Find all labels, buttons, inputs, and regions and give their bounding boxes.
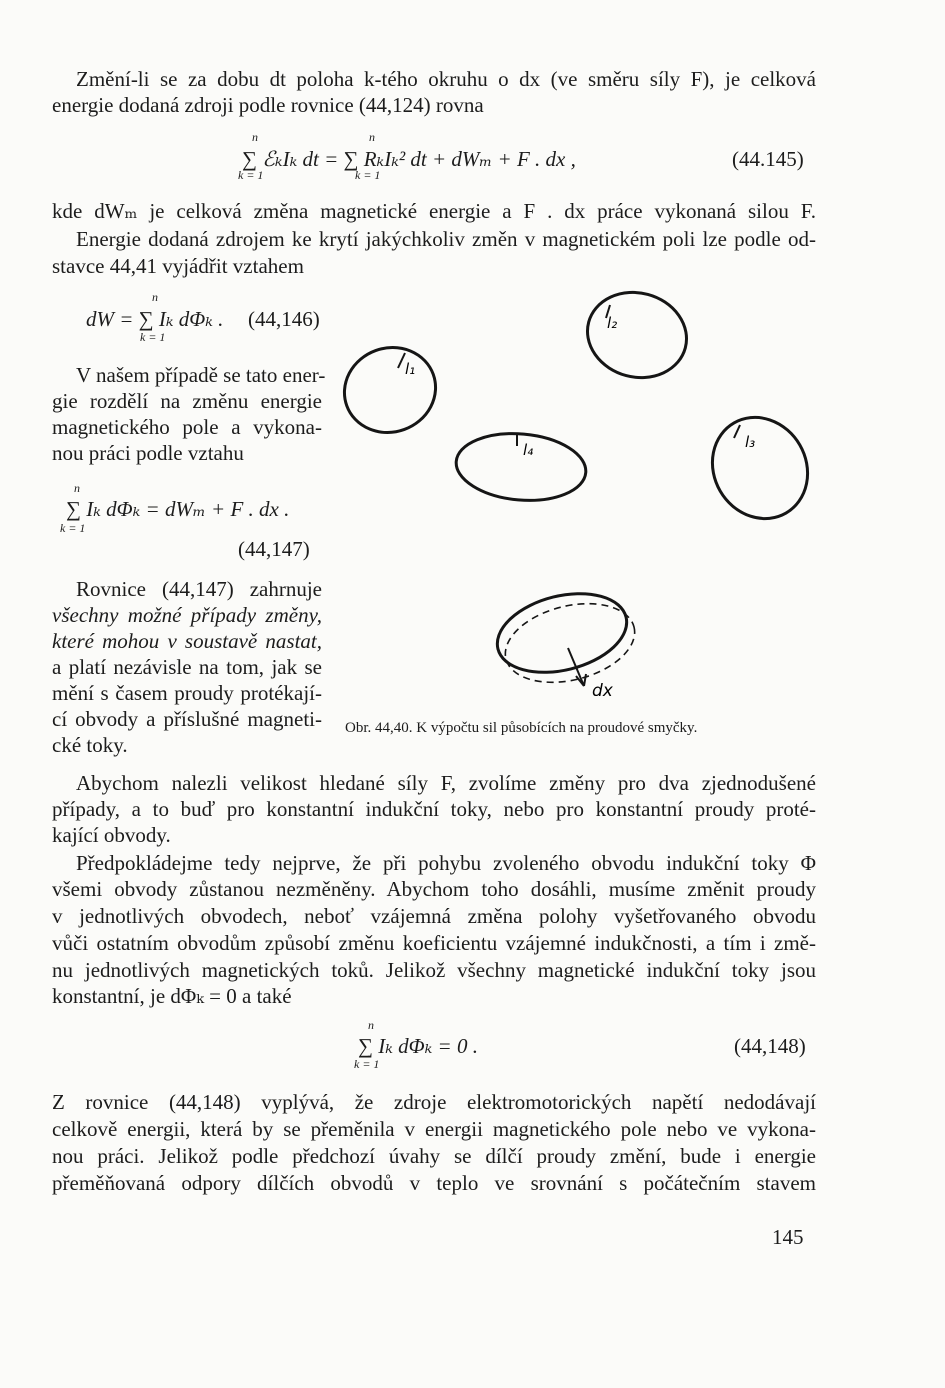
para6-line-4: vůči ostatním obvodům způsobí změnu koeficientu vzájemné indukčnosti, a tím i změ-: [52, 931, 816, 955]
eq145-sum-bottom: k = 1: [238, 168, 264, 182]
para3-line-2: gie rozdělí na změnu energie: [52, 389, 322, 413]
eq145-sum-top-2: n: [369, 130, 375, 144]
label-l3: l₃: [745, 433, 756, 451]
para4-line-5: mění s časem proudy protékají-: [52, 681, 322, 705]
para7-line-2: celkově energii, která by se přeměnila v energii magnetického pole nebo ve vykona-: [52, 1117, 816, 1141]
para3-line-1: V našem případě se tato ener-: [76, 363, 326, 387]
para1-line-1: Změní-li se za dobu dt poloha k-tého okruhu o dx (ve směru síly F), je celková: [76, 67, 816, 91]
para4-line-2: všechny možné případy změny,: [52, 603, 322, 627]
para4-line-1: Rovnice (44,147) zahrnuje: [76, 577, 322, 601]
loop-l4: [453, 428, 588, 505]
label-dx: dx: [592, 681, 613, 701]
para4-line-6: cí obvody a příslušné magneti-: [52, 707, 322, 731]
loop-l2: [578, 281, 696, 388]
label-l1: l₁: [405, 360, 416, 378]
eq145-number: (44.145): [732, 147, 804, 171]
page-number: 145: [772, 1225, 804, 1249]
para6-line-2: všemi obvody zůstanou nezměněny. Abychom toho dosáhli, musíme změnit proudy: [52, 877, 816, 901]
loop-moving-solid: [489, 581, 635, 685]
eq147-sum-top: n: [74, 481, 80, 495]
loop-l3: [694, 400, 826, 536]
label-l4: l₄: [523, 441, 534, 459]
eq147-sum-bottom: k = 1: [60, 521, 86, 535]
para3-line-3: magnetického pole a vykona-: [52, 415, 322, 439]
eq146-number: (44,146): [248, 307, 320, 331]
para5-line-2: případy, a to buď pro konstantní indukční toky, nebo pro konstantní proudy proté-: [52, 797, 816, 821]
para7-line-3: nou práci. Jelikož podle předchozí úvahy se dílčí proudy změní, bude i energie: [52, 1144, 816, 1168]
para4-line-7: cké toky.: [52, 733, 128, 757]
para6-line-6: konstantní, je dΦₖ = 0 a také: [52, 984, 292, 1008]
para4-line-4: a platí nezávisle na tom, jak se: [52, 655, 322, 679]
para2-line-2: stavce 44,41 vyjádřit vztahem: [52, 254, 304, 278]
eq147-number: (44,147): [238, 537, 310, 561]
eq148-sum-top: n: [368, 1018, 374, 1032]
para3-line-4: nou práci podle vztahu: [52, 441, 244, 465]
eq148-sum-bottom: k = 1: [354, 1057, 380, 1071]
para6-line-1: Předpokládejme tedy nejprve, že při pohybu zvoleného obvodu indukční toky Φ: [76, 851, 816, 875]
para1-line-2: energie dodaná zdroji podle rovnice (44,124) rovna: [52, 93, 484, 117]
eq146-expression: dW = ∑ Iₖ dΦₖ .: [86, 307, 224, 331]
eq145-sum-bottom-2: k = 1: [355, 168, 381, 182]
eq145-sum-top: n: [252, 130, 258, 144]
para6-line-3: v jednotlivých obvodech, neboť vzájemná změna polohy vyšetřovaného obvodu: [52, 904, 816, 928]
eq147-expression: ∑ Iₖ dΦₖ = dWₘ + F . dx .: [66, 497, 290, 521]
dx-arrow-head-2: [584, 674, 586, 686]
para5-line-3: kající obvody.: [52, 823, 171, 847]
line-kde: kde dWₘ je celková změna magnetické energie a F . dx práce vykonaná silou F.: [52, 199, 816, 223]
para6-line-5: nu jednotlivých magnetických toků. Jelikož všechny magnetické indukční toky jsou: [52, 958, 816, 982]
para4-line-3: které mohou v soustavě nastat,: [52, 629, 322, 653]
eq146-sum-top: n: [152, 290, 158, 304]
eq146-sum-bottom: k = 1: [140, 330, 166, 344]
para5-line-1: Abychom nalezli velikost hledané síly F, zvolíme změny pro dva zjednodušené: [76, 771, 816, 795]
figure-caption: Obr. 44,40. K výpočtu sil působících na proudové smyčky.: [345, 720, 698, 736]
para7-line-1: Z rovnice (44,148) vyplývá, že zdroje elektromotorických napětí nedodávají: [52, 1090, 816, 1114]
label-l2: l₂: [607, 314, 618, 332]
eq145-expression: ∑ ℰₖIₖ dt = ∑ RₖIₖ² dt + dWₘ + F . dx ,: [242, 147, 576, 171]
eq148-number: (44,148): [734, 1034, 806, 1058]
para7-line-4: přeměňovaná odpory dílčích obvodů v teplo ve srovnání s počátečním stavem: [52, 1171, 816, 1195]
para2-line-1: Energie dodaná zdrojem ke krytí jakýchkoliv změn v magnetickém poli lze podle od-: [76, 227, 816, 251]
eq148-expression: ∑ Iₖ dΦₖ = 0 .: [358, 1034, 478, 1058]
loop-l1: [332, 335, 447, 445]
